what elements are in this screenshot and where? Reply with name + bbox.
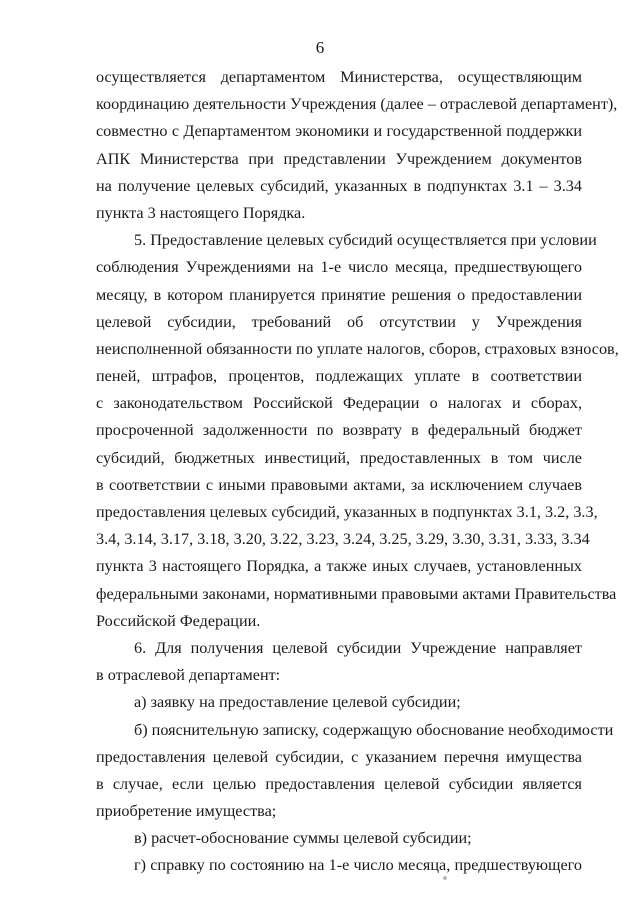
text-line: осуществляется департаментом Министерства, осуществляющим <box>96 68 582 86</box>
text-line: целевой субсидии, требований об отсутствии у Учреждения <box>96 312 582 331</box>
text-line: предоставления целевой субсидии, с указанием перечня имущества <box>96 747 582 766</box>
text-line: совместно с Департаментом экономики и государственной поддержки <box>96 122 582 141</box>
text-line: координацию деятельности Учреждения (далее – отраслевой департамент), <box>96 95 618 114</box>
text-line: месяцу, в котором планируется принятие решения о предоставлении <box>96 285 582 304</box>
text-line: 5. Предоставление целевых субсидий осуществляется при условии <box>134 231 597 250</box>
text-line: приобретение имущества; <box>96 802 277 821</box>
text-line: пункта 3 настоящего Порядка. <box>96 203 306 222</box>
text-line: в отраслевой департамент: <box>96 666 281 685</box>
text-line: в соответствии с иными правовыми актами, за исключением случаев <box>96 475 582 494</box>
text-line: а) заявку на предоставление целевой субсидии; <box>134 693 461 712</box>
text-line: субсидий, бюджетных инвестиций, предоставленных в том числе <box>96 448 582 467</box>
page-number: 6 <box>315 38 325 57</box>
text-line: предоставления целевых субсидий, указанных в подпунктах 3.1, 3.2, 3.3, <box>96 503 598 521</box>
scan-speck <box>443 876 447 880</box>
text-line: неисполненной обязанности по уплате налогов, сборов, страховых взносов, <box>96 339 619 358</box>
text-line: АПК Министерства при представлении Учреждением документов <box>96 149 582 168</box>
text-line: федеральными законами, нормативными правовыми актами Правительства <box>96 584 617 603</box>
text-line: б) пояснительную записку, содержащую обоснование необходимости <box>134 720 614 739</box>
document-body <box>96 64 619 880</box>
text-line: в случае, если целью предоставления целевой субсидии является <box>96 774 582 793</box>
text-line: с законодательством Российской Федерации о налогах и сборах, <box>96 394 582 413</box>
text-line: соблюдения Учреждениями на 1-е число месяца, предшествующего <box>96 258 582 277</box>
text-line: пункта 3 настоящего Порядка, а также иных случаев, установленных <box>96 557 582 576</box>
text-line: 3.4, 3.14, 3.17, 3.18, 3.20, 3.22, 3.23, 3.24, 3.25, 3.29, 3.30, 3.31, 3.33, 3.34 <box>96 530 590 549</box>
text-line: г) справку по состоянию на 1-е число месяца, предшествующего <box>134 856 582 875</box>
text-line: в) расчет-обоснование суммы целевой субсидии; <box>134 829 472 848</box>
text-line: пеней, штрафов, процентов, подлежащих уплате в соответствии <box>96 367 582 386</box>
text-line: на получение целевых субсидий, указанных в подпунктах 3.1 – 3.34 <box>96 176 582 195</box>
text-line: 6. Для получения целевой субсидии Учреждение направляет <box>134 638 582 657</box>
text-line: Российской Федерации. <box>96 611 261 630</box>
text-line: просроченной задолженности по возврату в федеральный бюджет <box>96 421 582 440</box>
